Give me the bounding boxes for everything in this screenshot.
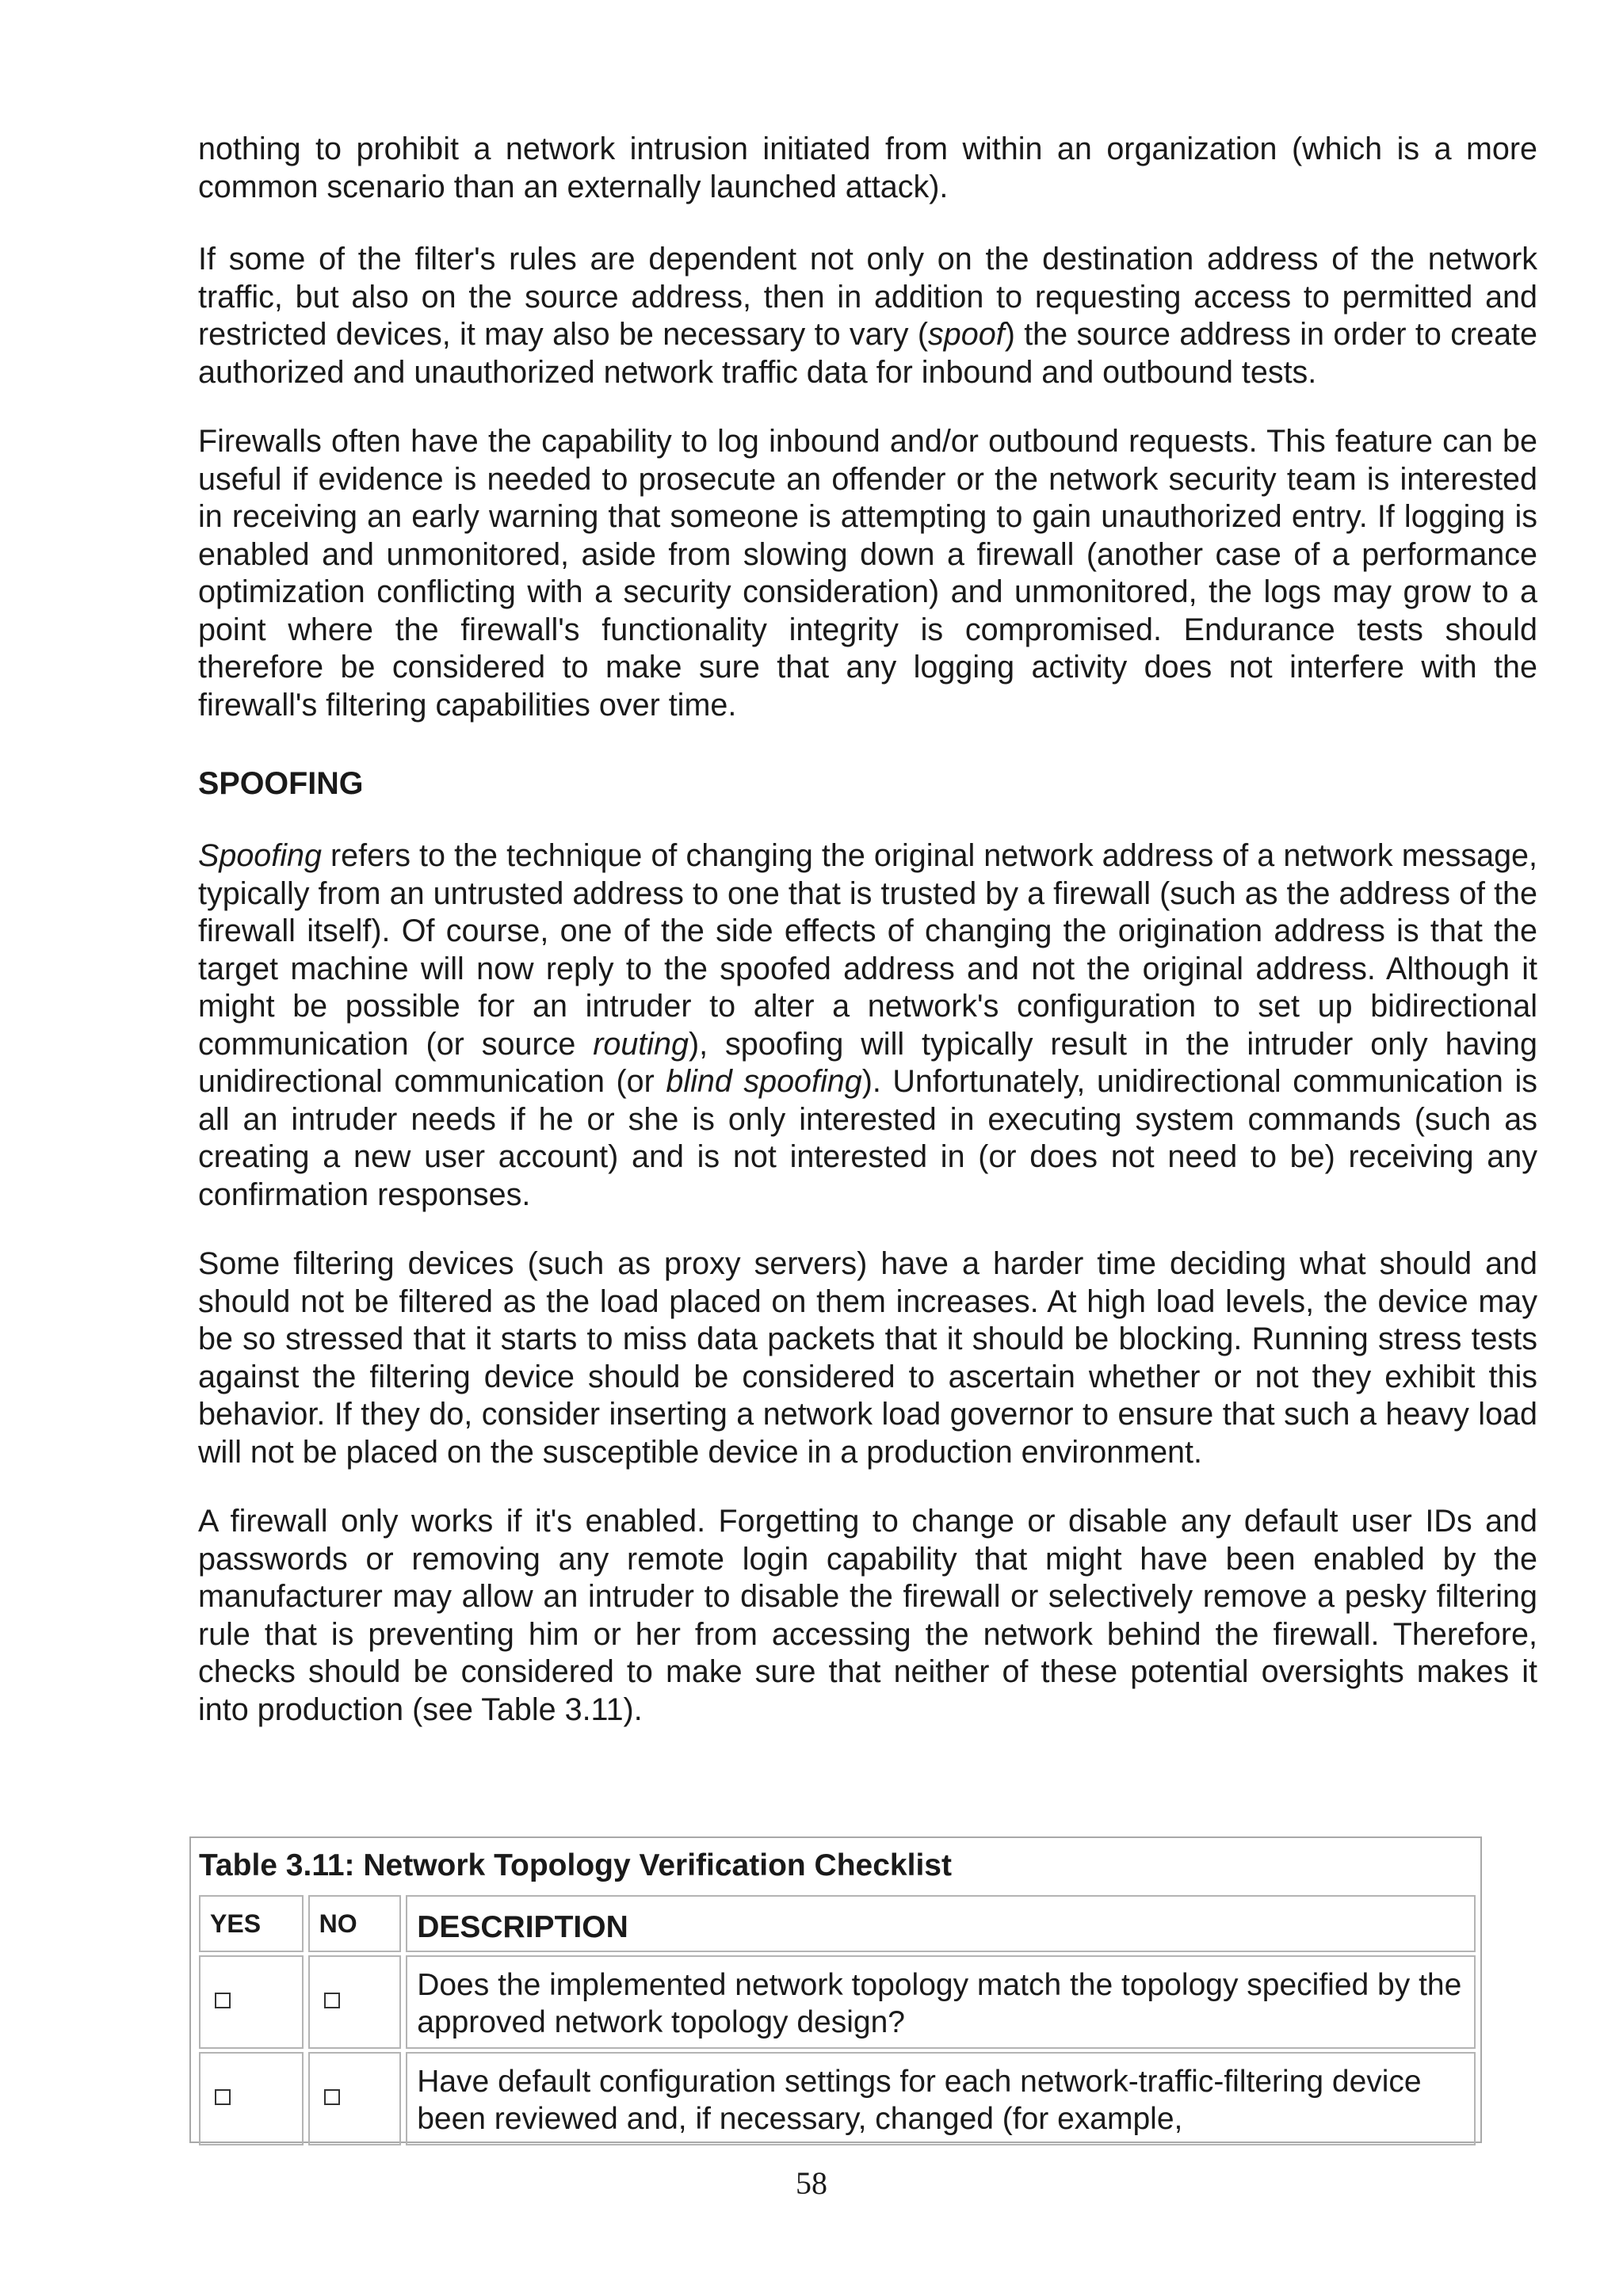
description-cell: Have default configuration settings for each network-traffic-filtering device been reviewed and, if necessary, changed (for example,	[406, 2052, 1476, 2145]
emphasis: Spoofing	[198, 838, 322, 873]
paragraph	[198, 241, 1537, 391]
table-header-row	[199, 1895, 1476, 1952]
text-run: ), spoofing will typically result in the intruder only having unidirectional communication (or	[198, 1026, 1537, 1099]
yes-checkbox[interactable]	[215, 1993, 231, 2008]
header-description: DESCRIPTION	[406, 1895, 1476, 1952]
paragraph: A firewall only works if it's enabled. Forgetting to change or disable any default user IDs and passwords or removing any remote login capability that might have been enabled by the manufacturer may allow an intruder to disable the firewall or selectively remove a pesky filtering rule that is preventing him or her from accessing the network behind the firewall. Therefore, checks should be considered to make sure that neither of these potential oversights makes it into production (see Table 3.11).	[198, 1504, 1537, 1727]
header-no: NO	[308, 1895, 402, 1952]
emphasis: routing	[593, 1026, 689, 1062]
no-checkbox[interactable]	[324, 2089, 340, 2105]
yes-cell	[199, 2052, 304, 2145]
table-row	[199, 2052, 1476, 2145]
section-heading: SPOOFING	[198, 766, 364, 801]
checklist-table	[189, 1836, 1482, 2143]
text-run: ) the source address in order to create authorized and unauthorized network traffic data for inbound and outbound tests.	[198, 317, 1537, 390]
text-run: If some of the filter's rules are dependent not only on the destination address of the network traffic, but also on the source address, then in addition to requesting access to permitted and restricted devices, it may also be necessary to vary (	[198, 242, 1537, 352]
paragraph	[198, 837, 1537, 1214]
page-body	[198, 131, 1537, 1760]
paragraph: Firewalls often have the capability to log inbound and/or outbound requests. This feature can be useful if evidence is needed to prosecute an offender or the network security team is interested in receiving an early warning that someone is attempting to gain unauthorized entry. If logging is enabled and unmonitored, aside from slowing down a firewall (another case of a performance optimization conflicting with a security consideration) and unmonitored, the logs may grow to a point where the firewall's functionality integrity is compromised. Endurance tests should therefore be considered to make sure that any logging activity does not interfere with the firewall's filtering capabilities over time.	[198, 424, 1537, 723]
header-yes: YES	[199, 1895, 304, 1952]
paragraph: Some filtering devices (such as proxy servers) have a harder time deciding what should and should not be filtered as the load placed on them increases. At high load levels, the device may be so stressed that it starts to miss data packets that it should be blocking. Running stress tests against the filtering device should be considered to ascertain whether or not they exhibit this behavior. If they do, consider inserting a network load governor to ensure that such a heavy load will not be placed on the susceptible device in a production environment.	[198, 1246, 1537, 1470]
table-title: Table 3.11: Network Topology Verification Checklist	[199, 1848, 952, 1882]
text-run: refers to the technique of changing the original network address of a network message, typically from an untrusted address to one that is trusted by a firewall (such as the address of the firewall itself). Of course, one of the side effects of changing the origination address is that the target machine will now reply to the spoofed address and not the original address. Although it might be possible for an intruder to alter a network's configuration to set up bidirectional communication (or source	[198, 838, 1537, 1062]
yes-checkbox[interactable]	[215, 2089, 231, 2105]
description-cell: Does the implemented network topology match the topology specified by the approved network topology design?	[406, 1955, 1476, 2049]
no-checkbox[interactable]	[324, 1993, 340, 2008]
no-cell	[308, 1955, 402, 2049]
emphasis: blind spoofing	[666, 1064, 862, 1099]
emphasis: spoof	[928, 317, 1005, 352]
text-run: ). Unfortunately, unidirectional communication is all an intruder needs if he or she is only interested in executing system commands (such as creating a new user account) and is not interested in (or does not need to be) receiving any confirmation responses.	[198, 1064, 1537, 1212]
table-row	[199, 1955, 1476, 2049]
page-number: 58	[796, 2165, 827, 2201]
checklist-grid	[194, 1892, 1480, 2149]
yes-cell	[199, 1955, 304, 2049]
paragraph: nothing to prohibit a network intrusion initiated from within an organization (which is a more common scenario than an externally launched attack).	[198, 132, 1537, 204]
no-cell	[308, 2052, 402, 2145]
